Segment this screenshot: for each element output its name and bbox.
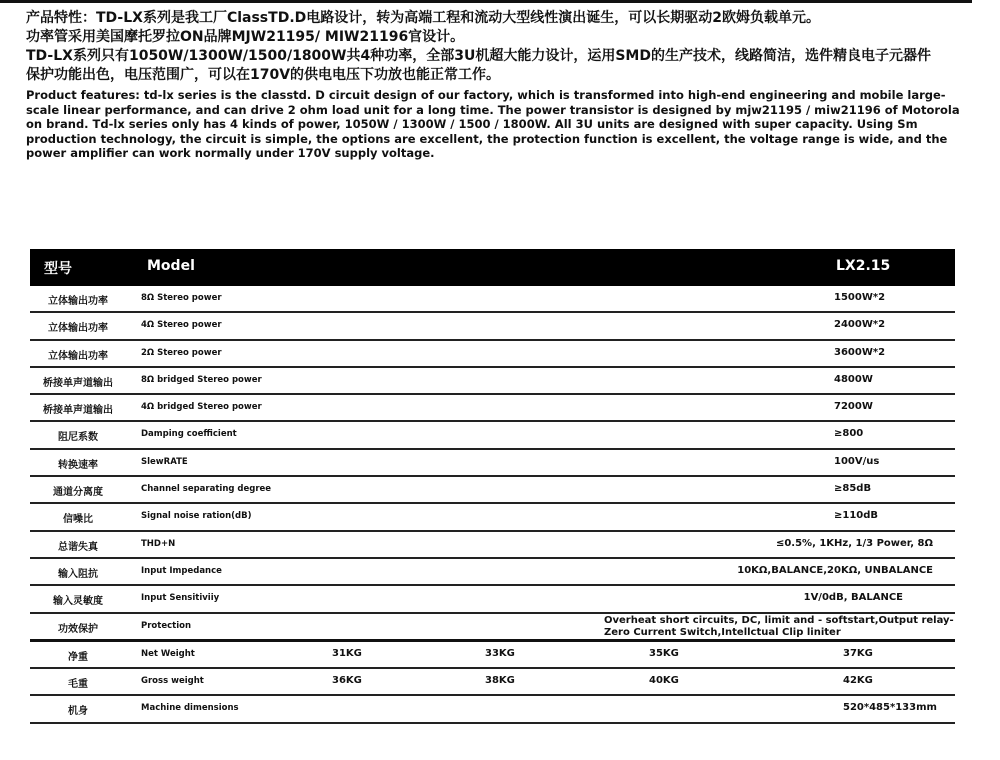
table-row [30, 341, 955, 368]
row-label-en: 4Ω Stereo power [141, 320, 222, 331]
row-label-cn: 桥接单声道输出 [43, 377, 113, 389]
weight-value: 31KG [332, 647, 362, 659]
weight-value: 36KG [332, 675, 362, 687]
row-label-en: Damping coefficient [141, 429, 237, 440]
row-value: ≥800 [834, 428, 864, 440]
row-value: 10KΩ,BALANCE,20KΩ, UNBALANCE [737, 564, 933, 576]
row-label-en: 2Ω Stereo power [141, 347, 222, 358]
table-row-gross-weight [30, 669, 955, 696]
row-value: 3600W*2 [834, 346, 886, 358]
row-label-en: SlewRATE [141, 456, 188, 467]
weight-value: 42KG [843, 675, 873, 687]
table-row [30, 450, 955, 477]
row-label-cn: 净重 [68, 651, 88, 663]
table-row [30, 614, 955, 642]
row-label-en: Protection [141, 620, 191, 631]
table-header [30, 249, 955, 286]
row-label-en: Gross weight [141, 676, 204, 687]
row-label-en: 8Ω bridged Stereo power [141, 374, 262, 385]
row-label-en: 8Ω Stereo power [141, 293, 222, 303]
row-value: 1V/0dB, BALANCE [803, 592, 903, 604]
row-value: ≤0.5%, 1KHz, 1/3 Power, 8Ω [775, 537, 933, 549]
weight-value: 37KG [843, 647, 873, 659]
row-label-cn: 信噪比 [63, 514, 93, 526]
row-value: 2400W*2 [834, 319, 886, 331]
row-value: 100V/us [834, 455, 880, 467]
row-label-cn: 立体输出功率 [48, 296, 108, 307]
row-label-cn: 功效保护 [58, 623, 98, 635]
row-label-cn: 桥接单声道输出 [43, 405, 113, 417]
row-value: 4800W [834, 373, 873, 385]
table-row-net-weight [30, 642, 955, 669]
row-label-en: Channel separating degree [141, 484, 272, 495]
row-label-en: THD+N [141, 538, 176, 549]
row-label-cn: 输入阻抗 [58, 568, 98, 580]
row-label-en: Net Weight [141, 648, 195, 659]
row-label-en: Input Sensitiviiy [141, 593, 220, 604]
row-label-en: Signal noise ration(dB) [141, 511, 252, 522]
table-row [30, 477, 955, 504]
row-label-cn: 通道分离度 [53, 487, 103, 499]
row-label-en: Machine dimensions [141, 703, 239, 714]
table-row-dimensions [30, 696, 955, 723]
weight-value: 38KG [485, 675, 515, 687]
row-value: 1500W*2 [834, 292, 886, 303]
intro-cn-line: TD-LX系列只有1050W/1300W/1500/1800W共4种功率，全部3U机超大能力设计，运用SMD的生产技术，线路简洁，选件精良电子元器件 [26, 48, 931, 64]
table-row [30, 395, 955, 422]
row-label-cn: 机身 [68, 706, 88, 718]
top-rule [0, 0, 972, 3]
row-label-cn: 阻尼系数 [58, 432, 98, 444]
weight-value: 35KG [649, 647, 679, 659]
row-value: 7200W [834, 401, 873, 413]
header-model-label: Model [147, 258, 195, 274]
table-row [30, 559, 955, 586]
row-label-cn: 转换速率 [58, 459, 98, 471]
row-label-cn: 立体输出功率 [48, 323, 108, 335]
row-label-en: Input Impedance [141, 565, 222, 576]
header-cn: 型号 [44, 261, 72, 277]
weight-value: 40KG [649, 675, 679, 687]
spec-table [30, 249, 955, 724]
weight-value: 33KG [485, 647, 515, 659]
intro-english: Product features: td-lx series is the classtd. D circuit design of our factory, which is transformed into high-end engineering and mobile large-scale linear performance, and can drive 2 ohm load unit for a long time. The power transistor is designed by mjw21195 / miw21196 of Motorola on brand. Td-lx series only has 4 kinds of power, 1050W / 1300W / 1500 / 1800W. All 3U units are designed with super capacity. Using Sm production technology, the circuit is simple, the options are excellent, the protection function is excellent, the voltage range is wide, and the power amplifier can work normally under 170V supply voltage. [26, 88, 960, 160]
row-value: 520*485*133mm [843, 702, 937, 714]
row-label-en: 4Ω bridged Stereo power [141, 402, 262, 413]
table-row [30, 422, 955, 449]
row-label-cn: 输入灵敏度 [53, 596, 103, 608]
intro-cn-line: 保护功能出色，电压范围广，可以在170V的供电电压下功放也能正常工作。 [26, 67, 501, 83]
row-label-cn: 毛重 [68, 679, 88, 691]
table-row [30, 313, 955, 340]
table-row [30, 504, 955, 531]
table-row [30, 586, 955, 613]
header-model-value: LX2.15 [836, 258, 891, 274]
row-value: ≥110dB [834, 510, 879, 522]
intro-cn-line: 功率管采用美国摩托罗拉ON品牌MJW21195/ MIW21196官设计。 [26, 29, 465, 45]
intro-chinese [26, 9, 966, 85]
row-value: ≥85dB [834, 483, 872, 495]
row-label-cn: 立体输出功率 [48, 350, 108, 362]
row-value: Overheat short circuits, DC, limit and - softstart,Output relay-Zero Current Switch,Intellctual Clip liniter [604, 614, 954, 638]
intro-cn-line: 产品特性：TD-LX系列是我工厂ClassTD.D电路设计，转为高端工程和流动大型线性演出诞生，可以长期驱动2欧姆负载单元。 [26, 10, 820, 26]
table-row [30, 532, 955, 559]
table-row [30, 286, 955, 313]
row-label-cn: 总谐失真 [58, 541, 98, 553]
table-row [30, 368, 955, 395]
